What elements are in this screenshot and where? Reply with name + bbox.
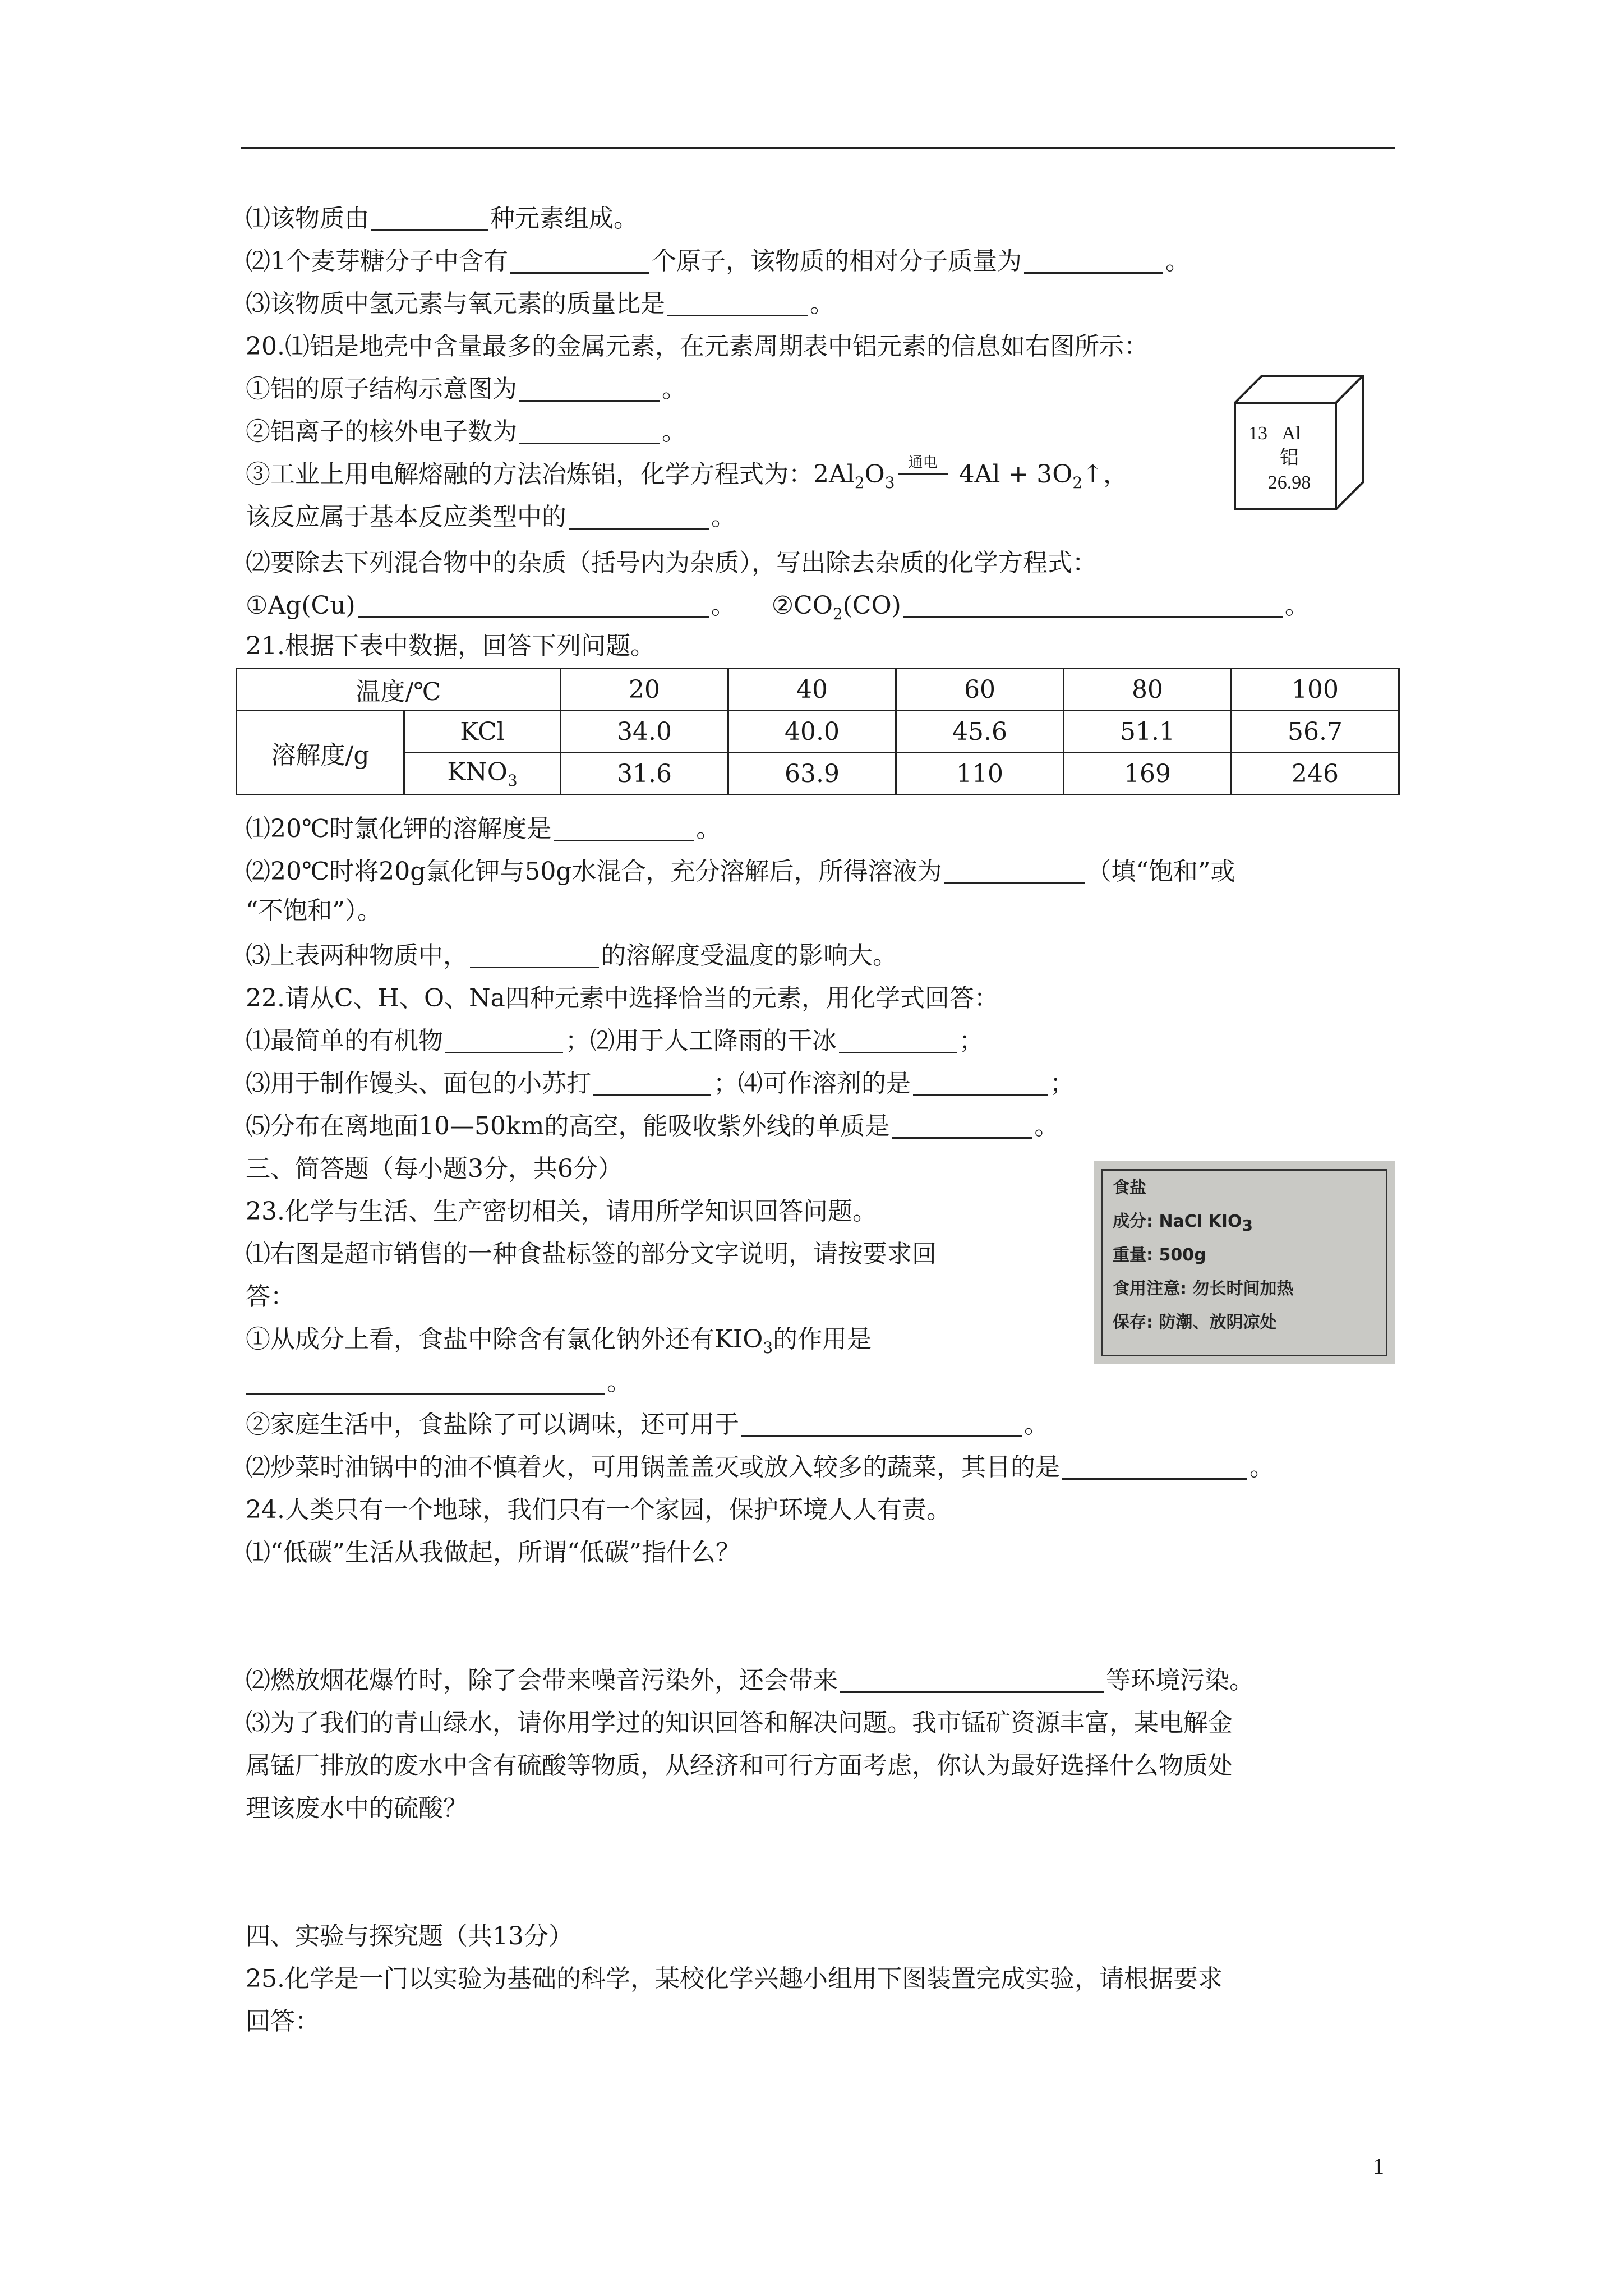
answer-blank[interactable]	[554, 817, 694, 841]
q23-part-1-cont: 答：	[246, 1282, 295, 1311]
table-cell: 110	[896, 753, 1064, 795]
answer-blank[interactable]	[593, 1072, 711, 1096]
q24-part-3-line-1: ⑶为了我们的青山绿水，请你用学过的知识回答和解决问题。我市锰矿资源丰富，某电解金	[246, 1709, 1233, 1737]
q23-part-2: ⑵炒菜时油锅中的油不慎着火，可用锅盖盖灭或放入较多的蔬菜，其目的是 。	[246, 1453, 1274, 1481]
q20-heading: 20.⑴铝是地壳中含量最多的金属元素，在元素周期表中铝元素的信息如右图所示：	[246, 332, 1149, 361]
answer-blank[interactable]	[569, 505, 709, 530]
q25-line-1: 25.化学是一门以实验为基础的科学，某校化学兴趣小组用下图装置完成实验，请根据要求	[246, 1964, 1223, 1993]
table-cell: 56.7	[1232, 711, 1399, 753]
table-header-temperature: 温度/℃	[237, 669, 561, 711]
q19-line-3: ⑶该物质中氢元素与氧元素的质量比是 。	[246, 289, 834, 318]
q21-heading: 21.根据下表中数据，回答下列问题。	[246, 632, 655, 660]
q22-heading: 22.请从C、H、O、Na四种元素中选择恰当的元素，用化学式回答：	[246, 984, 999, 1013]
salt-label-weight: 重量: 500g	[1113, 1245, 1206, 1265]
answer-blank[interactable]	[519, 378, 660, 402]
table-cell: 40.0	[728, 711, 896, 753]
q21-part-3: ⑶上表两种物质中， 的溶解度受温度的影响大。	[246, 941, 897, 970]
answer-blank[interactable]	[519, 420, 660, 444]
atomic-number-symbol: 13 Al	[1248, 423, 1301, 444]
header-rule	[241, 147, 1395, 149]
solubility-table	[236, 668, 1400, 795]
aluminum-element-cube	[1234, 375, 1364, 510]
table-cell: 63.9	[728, 753, 896, 795]
q20-part-1: ①铝的原子结构示意图为 。	[246, 375, 686, 403]
answer-blank[interactable]	[913, 1072, 1048, 1096]
answer-blank[interactable]	[510, 250, 649, 274]
table-row	[237, 711, 1399, 753]
q22-line-1: ⑴最简单的有机物 ；⑵用于人工降雨的干冰 ；	[246, 1027, 984, 1055]
answer-blank[interactable]	[741, 1413, 1022, 1437]
table-row	[237, 753, 1399, 795]
q21-part-2-cont: “不饱和”）。	[246, 896, 382, 925]
element-name: 铝	[1280, 448, 1299, 468]
q23-part-1a-answer: 。	[246, 1366, 631, 1398]
q23-heading: 23.化学与生活、生产密切相关，请用所学知识回答问题。	[246, 1197, 877, 1226]
table-cell: 31.6	[561, 753, 728, 795]
table-cell: 20	[561, 669, 728, 711]
table-cell: 80	[1064, 669, 1232, 711]
answer-blank[interactable]	[903, 594, 1283, 618]
salt-label-ingredients: 成分: NaCl $KIO_3$	[1113, 1212, 1253, 1235]
q23-part-1: ⑴右图是超市销售的一种食盐标签的部分文字说明，请按要求回	[246, 1240, 937, 1268]
answer-blank[interactable]	[1062, 1456, 1247, 1480]
table-row	[237, 669, 1399, 711]
q22-line-2: ⑶用于制作馒头、面包的小苏打 ；⑷可作溶剂的是 ；	[246, 1069, 1075, 1098]
salt-label-usage-note: 食用注意: 勿长时间加热	[1113, 1279, 1294, 1299]
answer-blank[interactable]	[892, 1115, 1032, 1139]
q24-heading: 24.人类只有一个地球，我们只有一个家园，保护环境人人有责。	[246, 1496, 951, 1524]
answer-blank[interactable]	[358, 594, 709, 618]
section-4-heading: 四、实验与探究题（共13分）	[246, 1922, 573, 1950]
atomic-mass: 26.98	[1267, 472, 1311, 493]
q19-line-2: ⑵1个麦芽糖分子中含有 个原子，该物质的相对分子质量为 。	[246, 247, 1190, 275]
table-header-solubility: 溶解度/g	[237, 711, 404, 795]
answer-blank[interactable]	[246, 1370, 605, 1395]
table-cell: 169	[1064, 753, 1232, 795]
table-cell: $KNO_3$	[404, 753, 561, 795]
q24-part-1: ⑴“低碳”生活从我做起，所谓“低碳”指什么？	[246, 1538, 740, 1567]
q23-part-1b: ②家庭生活中，食盐除了可以调味，还可用于 。	[246, 1410, 1049, 1439]
table-cell: 45.6	[896, 711, 1064, 753]
table-cell: 34.0	[561, 711, 728, 753]
table-cell: 246	[1232, 753, 1399, 795]
q24-part-3-line-3: 理该废水中的硫酸？	[246, 1794, 468, 1823]
q20-part-3-equation: ③工业上用电解熔融的方法冶炼铝，化学方程式为：$2Al_2O_3$ 通电 $4Al + 3O_2↑$，	[246, 454, 1128, 492]
answer-blank[interactable]	[470, 944, 599, 968]
salt-label-photo	[1094, 1161, 1395, 1364]
q25-line-2: 回答：	[246, 2007, 320, 2036]
answer-blank[interactable]	[944, 860, 1085, 884]
q21-part-1: ⑴20℃时氯化钾的溶解度是 。	[246, 815, 721, 843]
q21-part-2: ⑵20℃时将20g氯化钾与50g水混合，充分溶解后，所得溶液为 （填“饱和”或	[246, 857, 1235, 886]
answer-blank[interactable]	[1024, 250, 1163, 274]
table-cell: 100	[1232, 669, 1399, 711]
q20-impurity-line: ①Ag(Cu) 。 $②CO_2(CO)$ 。	[246, 591, 1310, 623]
reaction-arrow: 通电	[895, 459, 951, 490]
answer-blank[interactable]	[840, 1669, 1104, 1693]
salt-label-title: 食盐	[1113, 1178, 1146, 1198]
answer-blank[interactable]	[445, 1029, 563, 1053]
table-cell: 60	[896, 669, 1064, 711]
q22-line-3: ⑸分布在离地面10—50km的高空，能吸收紫外线的单质是 。	[246, 1112, 1059, 1140]
q23-part-1a: ①从成分上看，食盐中除含有氯化钠外还有$KIO_3$的作用是	[246, 1325, 872, 1357]
answer-blank[interactable]	[667, 292, 808, 316]
q20-part-4: 该反应属于基本反应类型中的 。	[246, 503, 736, 531]
q20-part-2: ②铝离子的核外电子数为 。	[246, 417, 686, 446]
answer-blank[interactable]	[371, 207, 488, 231]
answer-blank[interactable]	[839, 1029, 957, 1053]
q19-line-1: ⑴该物质由 种元素组成。	[246, 204, 638, 233]
table-cell: KCl	[404, 711, 561, 753]
q24-part-2: ⑵燃放烟花爆竹时，除了会带来噪音污染外，还会带来 等环境污染。	[246, 1666, 1254, 1695]
table-cell: 40	[728, 669, 896, 711]
salt-label-storage: 保存: 防潮、放阴凉处	[1113, 1313, 1277, 1332]
table-cell: 51.1	[1064, 711, 1232, 753]
q24-part-3-line-2: 属锰厂排放的废水中含有硫酸等物质，从经济和可行方面考虑，你认为最好选择什么物质处	[246, 1751, 1233, 1780]
q20-impurity-heading: ⑵要除去下列混合物中的杂质（括号内为杂质），写出除去杂质的化学方程式：	[246, 549, 1097, 577]
page-number: 1	[1373, 2154, 1384, 2179]
section-3-heading: 三、简答题（每小题3分，共6分）	[246, 1154, 623, 1183]
